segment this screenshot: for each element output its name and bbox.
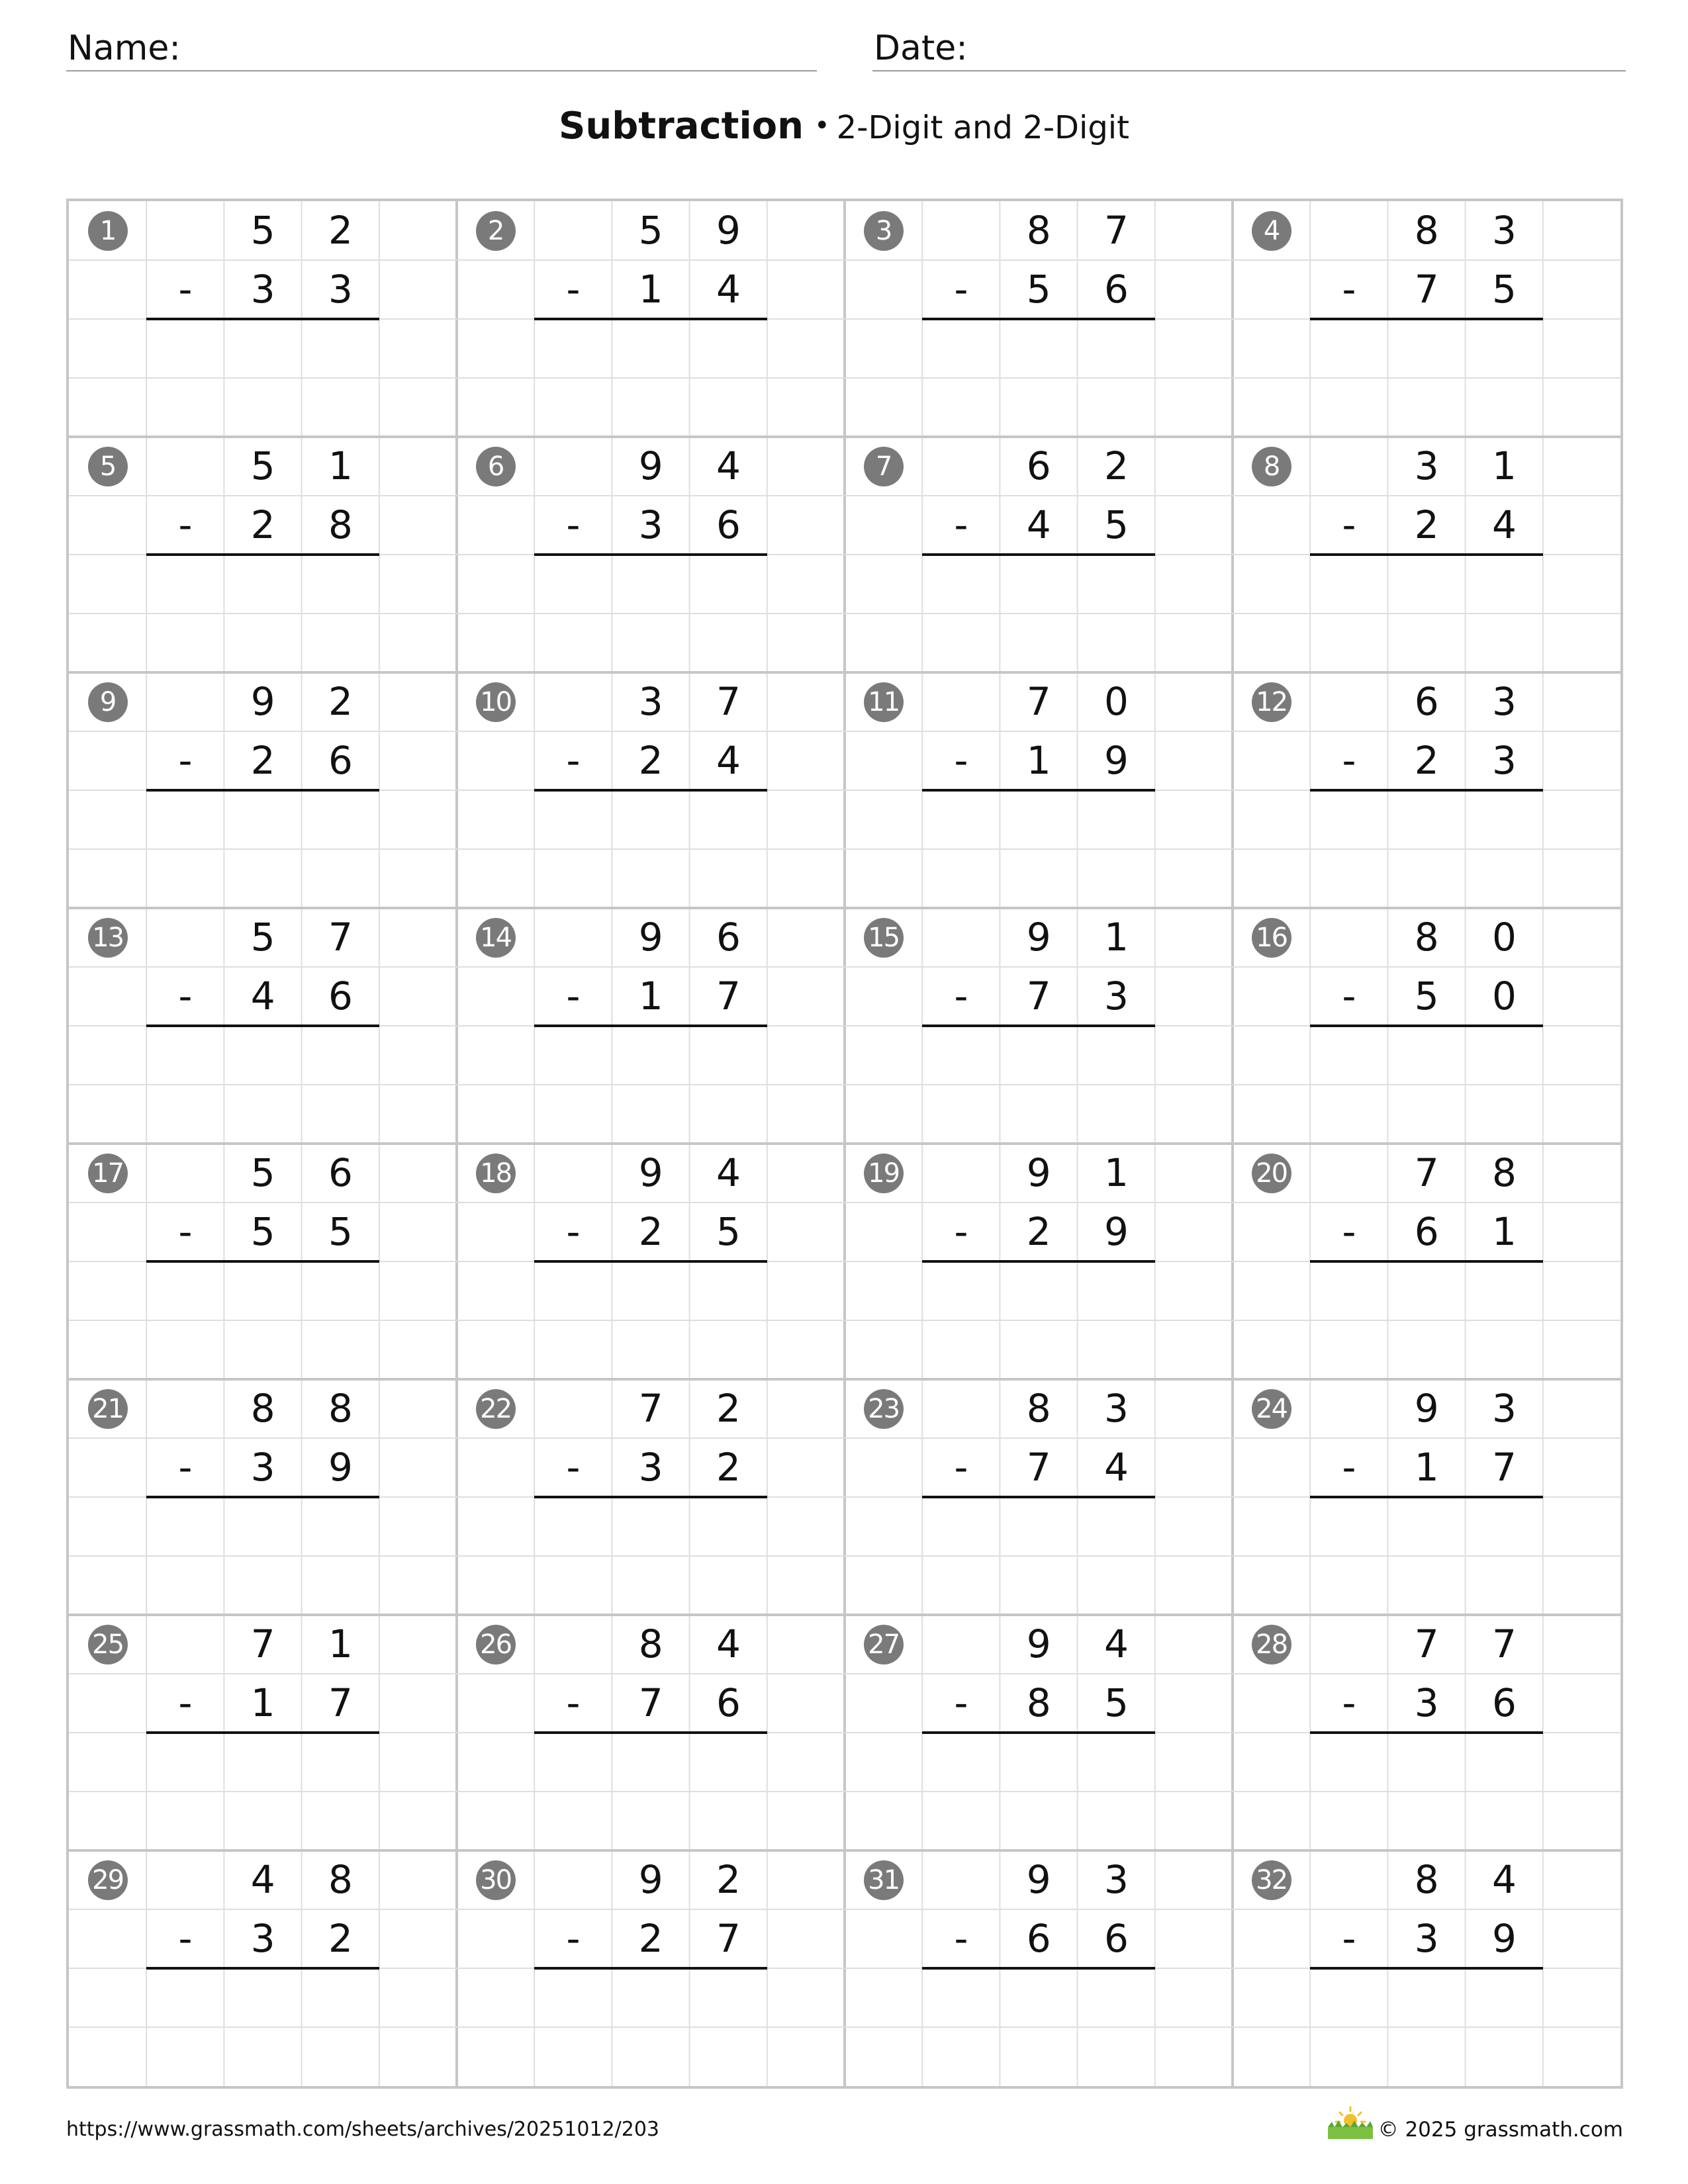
minuend-tens-digit: 9 xyxy=(1026,1621,1051,1666)
minus-sign: - xyxy=(1342,1445,1356,1490)
minuend-tens-digit: 6 xyxy=(1026,443,1051,488)
subtrahend-ones-digit: 1 xyxy=(1491,1209,1517,1254)
problem-number-badge: 28 xyxy=(1252,1625,1291,1664)
footer-copyright: © 2025 grassmath.com xyxy=(1378,2118,1623,2142)
name-label: Name: xyxy=(68,28,181,68)
minuend-tens-digit: 7 xyxy=(1414,1621,1439,1666)
minuend-ones-digit: 7 xyxy=(328,915,353,960)
answer-area[interactable] xyxy=(922,1733,1155,1792)
minuend-tens-digit: 5 xyxy=(250,443,275,488)
answer-area[interactable] xyxy=(146,1026,379,1085)
subtrahend-ones-digit: 3 xyxy=(1491,738,1517,783)
problem-12 xyxy=(1233,672,1620,908)
problem-number-badge: 26 xyxy=(476,1625,516,1664)
answer-area[interactable] xyxy=(922,1968,1155,2027)
minus-sign: - xyxy=(1342,1680,1356,1725)
subtrahend-ones-digit: 6 xyxy=(716,502,741,547)
subtrahend-tens-digit: 3 xyxy=(638,502,663,547)
subtrahend-ones-digit: 6 xyxy=(1103,267,1129,312)
subtrahend-tens-digit: 2 xyxy=(638,738,663,783)
date-field[interactable] xyxy=(872,24,1626,71)
answer-area[interactable] xyxy=(1310,555,1543,614)
subtrahend-tens-digit: 8 xyxy=(1026,1680,1051,1725)
answer-area[interactable] xyxy=(146,1733,379,1792)
title-separator: • xyxy=(814,111,830,141)
minuend-ones-digit: 8 xyxy=(1491,1150,1517,1195)
minus-sign: - xyxy=(178,738,193,783)
subtrahend-tens-digit: 3 xyxy=(1414,1916,1439,1961)
problem-number-badge: 3 xyxy=(864,211,904,251)
minus-sign: - xyxy=(1342,267,1356,312)
problem-number-badge: 30 xyxy=(476,1860,516,1900)
worksheet-title xyxy=(0,105,1688,148)
problem-number-badge: 17 xyxy=(88,1154,128,1193)
subtrahend-ones-digit: 5 xyxy=(328,1209,353,1254)
minuend-ones-digit: 1 xyxy=(328,443,353,488)
problem-number-badge: 15 xyxy=(864,918,904,958)
minus-sign: - xyxy=(1342,974,1356,1019)
problem-17 xyxy=(69,1144,457,1379)
problem-32 xyxy=(1233,1850,1620,2086)
minuend-tens-digit: 3 xyxy=(1414,443,1439,488)
minuend-ones-digit: 7 xyxy=(716,679,741,724)
problem-2 xyxy=(457,201,845,437)
answer-area[interactable] xyxy=(534,1733,767,1792)
footer-url: https://www.grassmath.com/sheets/archives/20251012/203 xyxy=(66,2118,660,2141)
answer-area[interactable] xyxy=(922,319,1155,378)
minus-sign: - xyxy=(954,1445,968,1490)
problem-number-badge: 7 xyxy=(864,447,904,486)
problem-10 xyxy=(457,672,845,908)
minuend-ones-digit: 2 xyxy=(716,1386,741,1431)
minuend-ones-digit: 7 xyxy=(1491,1621,1517,1666)
problem-grid xyxy=(66,199,1623,2089)
answer-area[interactable] xyxy=(1310,1733,1543,1792)
subtrahend-tens-digit: 2 xyxy=(1414,502,1439,547)
problem-21 xyxy=(69,1379,457,1615)
subtrahend-tens-digit: 4 xyxy=(250,974,275,1019)
minuend-ones-digit: 3 xyxy=(1491,1386,1517,1431)
problem-number-badge: 32 xyxy=(1252,1860,1291,1900)
minus-sign: - xyxy=(178,502,193,547)
minus-sign: - xyxy=(178,974,193,1019)
subtrahend-tens-digit: 2 xyxy=(250,738,275,783)
answer-area[interactable] xyxy=(146,1968,379,2027)
date-label: Date: xyxy=(874,28,968,68)
answer-area[interactable] xyxy=(534,1261,767,1320)
subtrahend-ones-digit: 5 xyxy=(1491,267,1517,312)
subtrahend-tens-digit: 5 xyxy=(250,1209,275,1254)
subtrahend-tens-digit: 7 xyxy=(638,1680,663,1725)
subtrahend-tens-digit: 6 xyxy=(1026,1916,1051,1961)
problem-6 xyxy=(457,437,845,672)
minuend-ones-digit: 8 xyxy=(328,1857,353,1902)
problem-number-badge: 8 xyxy=(1252,447,1291,486)
answer-area[interactable] xyxy=(534,555,767,614)
problem-number-badge: 29 xyxy=(88,1860,128,1900)
answer-area[interactable] xyxy=(146,790,379,849)
problem-number-badge: 25 xyxy=(88,1625,128,1664)
subtrahend-ones-digit: 5 xyxy=(1103,502,1129,547)
problem-number-badge: 4 xyxy=(1252,211,1291,251)
subtrahend-ones-digit: 0 xyxy=(1491,974,1517,1019)
minuend-tens-digit: 9 xyxy=(638,443,663,488)
answer-area[interactable] xyxy=(1310,1026,1543,1085)
minus-sign: - xyxy=(954,267,968,312)
minuend-ones-digit: 7 xyxy=(1103,208,1129,253)
subtrahend-ones-digit: 6 xyxy=(328,738,353,783)
problem-8 xyxy=(1233,437,1620,672)
subtrahend-tens-digit: 5 xyxy=(1026,267,1051,312)
minus-sign: - xyxy=(954,1209,968,1254)
subtrahend-ones-digit: 9 xyxy=(328,1445,353,1490)
minuend-ones-digit: 3 xyxy=(1103,1386,1129,1431)
subtrahend-ones-digit: 7 xyxy=(716,1916,741,1961)
subtrahend-tens-digit: 2 xyxy=(638,1209,663,1254)
answer-area[interactable] xyxy=(146,555,379,614)
minus-sign: - xyxy=(178,1916,193,1961)
minuend-ones-digit: 1 xyxy=(328,1621,353,1666)
problem-number-badge: 19 xyxy=(864,1154,904,1193)
minuend-tens-digit: 8 xyxy=(638,1621,663,1666)
subtrahend-tens-digit: 2 xyxy=(250,502,275,547)
minus-sign: - xyxy=(1342,1916,1356,1961)
problem-3 xyxy=(845,201,1233,437)
minuend-ones-digit: 8 xyxy=(328,1386,353,1431)
minus-sign: - xyxy=(566,1209,581,1254)
answer-area[interactable] xyxy=(922,1261,1155,1320)
problem-number-badge: 1 xyxy=(88,211,128,251)
minuend-ones-digit: 6 xyxy=(328,1150,353,1195)
subtrahend-ones-digit: 2 xyxy=(328,1916,353,1961)
answer-area[interactable] xyxy=(146,1497,379,1556)
minuend-ones-digit: 4 xyxy=(1103,1621,1129,1666)
minuend-tens-digit: 9 xyxy=(638,1857,663,1902)
answer-area[interactable] xyxy=(534,319,767,378)
title-main: Subtraction xyxy=(559,105,804,148)
minus-sign: - xyxy=(566,1916,581,1961)
minuend-ones-digit: 3 xyxy=(1103,1857,1129,1902)
subtrahend-ones-digit: 9 xyxy=(1103,1209,1129,1254)
problem-27 xyxy=(845,1615,1233,1850)
minus-sign: - xyxy=(566,1445,581,1490)
subtrahend-ones-digit: 5 xyxy=(1103,1680,1129,1725)
minuend-ones-digit: 4 xyxy=(716,1621,741,1666)
problem-4 xyxy=(1233,201,1620,437)
subtrahend-ones-digit: 5 xyxy=(716,1209,741,1254)
subtrahend-ones-digit: 7 xyxy=(328,1680,353,1725)
grass-sun-logo-icon xyxy=(1325,2105,1376,2142)
subtrahend-tens-digit: 5 xyxy=(1414,974,1439,1019)
problem-28 xyxy=(1233,1615,1620,1850)
answer-area[interactable] xyxy=(922,1497,1155,1556)
answer-area[interactable] xyxy=(1310,1261,1543,1320)
minuend-ones-digit: 3 xyxy=(1491,208,1517,253)
subtrahend-tens-digit: 7 xyxy=(1026,1445,1051,1490)
minuend-tens-digit: 5 xyxy=(250,208,275,253)
minuend-ones-digit: 0 xyxy=(1491,915,1517,960)
problem-19 xyxy=(845,1144,1233,1379)
problem-23 xyxy=(845,1379,1233,1615)
problem-9 xyxy=(69,672,457,908)
problem-number-badge: 12 xyxy=(1252,682,1291,722)
subtrahend-ones-digit: 9 xyxy=(1103,738,1129,783)
problem-number-badge: 9 xyxy=(88,682,128,722)
problem-16 xyxy=(1233,908,1620,1144)
problem-30 xyxy=(457,1850,845,2086)
minus-sign: - xyxy=(178,1445,193,1490)
subtrahend-ones-digit: 4 xyxy=(716,738,741,783)
minus-sign: - xyxy=(566,502,581,547)
subtrahend-tens-digit: 1 xyxy=(1026,738,1051,783)
subtrahend-ones-digit: 7 xyxy=(716,974,741,1019)
minuend-ones-digit: 4 xyxy=(716,443,741,488)
problem-number-badge: 21 xyxy=(88,1389,128,1429)
minus-sign: - xyxy=(566,738,581,783)
minuend-tens-digit: 9 xyxy=(1414,1386,1439,1431)
subtrahend-tens-digit: 7 xyxy=(1026,974,1051,1019)
answer-area[interactable] xyxy=(534,1026,767,1085)
minuend-tens-digit: 7 xyxy=(1026,679,1051,724)
problem-number-badge: 31 xyxy=(864,1860,904,1900)
problem-number-badge: 27 xyxy=(864,1625,904,1664)
subtrahend-tens-digit: 2 xyxy=(1026,1209,1051,1254)
minuend-ones-digit: 3 xyxy=(1491,679,1517,724)
minuend-tens-digit: 8 xyxy=(1026,1386,1051,1431)
answer-area[interactable] xyxy=(1310,319,1543,378)
problem-18 xyxy=(457,1144,845,1379)
subtrahend-tens-digit: 3 xyxy=(250,1916,275,1961)
answer-area[interactable] xyxy=(922,1026,1155,1085)
minuend-ones-digit: 1 xyxy=(1103,915,1129,960)
minus-sign: - xyxy=(954,974,968,1019)
problem-number-badge: 11 xyxy=(864,682,904,722)
subtrahend-ones-digit: 6 xyxy=(716,1680,741,1725)
minuend-tens-digit: 9 xyxy=(638,915,663,960)
answer-area[interactable] xyxy=(146,319,379,378)
subtrahend-tens-digit: 1 xyxy=(250,1680,275,1725)
subtrahend-tens-digit: 3 xyxy=(250,1445,275,1490)
minuend-ones-digit: 2 xyxy=(328,679,353,724)
minuend-tens-digit: 9 xyxy=(1026,915,1051,960)
problem-5 xyxy=(69,437,457,672)
minus-sign: - xyxy=(178,267,193,312)
minus-sign: - xyxy=(954,738,968,783)
subtrahend-tens-digit: 2 xyxy=(638,1916,663,1961)
minus-sign: - xyxy=(566,267,581,312)
minus-sign: - xyxy=(566,974,581,1019)
subtrahend-ones-digit: 3 xyxy=(1103,974,1129,1019)
minuend-tens-digit: 7 xyxy=(250,1621,275,1666)
minuend-tens-digit: 7 xyxy=(638,1386,663,1431)
answer-area[interactable] xyxy=(1310,1497,1543,1556)
problem-number-badge: 14 xyxy=(476,918,516,958)
minus-sign: - xyxy=(1342,1209,1356,1254)
problem-number-badge: 20 xyxy=(1252,1154,1291,1193)
minus-sign: - xyxy=(178,1680,193,1725)
minuend-ones-digit: 6 xyxy=(716,915,741,960)
minus-sign: - xyxy=(954,1680,968,1725)
problem-15 xyxy=(845,908,1233,1144)
subtrahend-tens-digit: 1 xyxy=(638,267,663,312)
answer-area[interactable] xyxy=(146,1261,379,1320)
subtrahend-tens-digit: 4 xyxy=(1026,502,1051,547)
minuend-tens-digit: 5 xyxy=(638,208,663,253)
minus-sign: - xyxy=(954,1916,968,1961)
subtrahend-ones-digit: 2 xyxy=(716,1445,741,1490)
name-field[interactable] xyxy=(66,24,817,71)
answer-area[interactable] xyxy=(922,790,1155,849)
problem-1 xyxy=(69,201,457,437)
minus-sign: - xyxy=(1342,502,1356,547)
minuend-tens-digit: 9 xyxy=(638,1150,663,1195)
answer-area[interactable] xyxy=(534,790,767,849)
minuend-tens-digit: 8 xyxy=(1414,1857,1439,1902)
minuend-tens-digit: 6 xyxy=(1414,679,1439,724)
minuend-ones-digit: 4 xyxy=(1491,1857,1517,1902)
minuend-tens-digit: 5 xyxy=(250,1150,275,1195)
problem-number-badge: 18 xyxy=(476,1154,516,1193)
subtrahend-ones-digit: 8 xyxy=(328,502,353,547)
answer-area[interactable] xyxy=(534,1497,767,1556)
subtrahend-ones-digit: 9 xyxy=(1491,1916,1517,1961)
problem-20 xyxy=(1233,1144,1620,1379)
problem-number-badge: 2 xyxy=(476,211,516,251)
subtrahend-tens-digit: 6 xyxy=(1414,1209,1439,1254)
problem-number-badge: 16 xyxy=(1252,918,1291,958)
title-subtitle: 2-Digit and 2-Digit xyxy=(836,109,1129,146)
minuend-ones-digit: 4 xyxy=(716,1150,741,1195)
subtrahend-ones-digit: 6 xyxy=(1491,1680,1517,1725)
subtrahend-tens-digit: 3 xyxy=(1414,1680,1439,1725)
subtrahend-ones-digit: 3 xyxy=(328,267,353,312)
problem-number-badge: 6 xyxy=(476,447,516,486)
minuend-ones-digit: 9 xyxy=(716,208,741,253)
subtrahend-tens-digit: 3 xyxy=(250,267,275,312)
minuend-tens-digit: 4 xyxy=(250,1857,275,1902)
problem-25 xyxy=(69,1615,457,1850)
problem-number-badge: 5 xyxy=(88,447,128,486)
minus-sign: - xyxy=(954,502,968,547)
problem-number-badge: 13 xyxy=(88,918,128,958)
answer-area[interactable] xyxy=(1310,1968,1543,2027)
problem-26 xyxy=(457,1615,845,1850)
subtrahend-ones-digit: 4 xyxy=(716,267,741,312)
problem-22 xyxy=(457,1379,845,1615)
subtrahend-tens-digit: 2 xyxy=(1414,738,1439,783)
answer-area[interactable] xyxy=(922,555,1155,614)
problem-24 xyxy=(1233,1379,1620,1615)
minus-sign: - xyxy=(178,1209,193,1254)
answer-area[interactable] xyxy=(534,1968,767,2027)
minuend-tens-digit: 9 xyxy=(250,679,275,724)
minuend-tens-digit: 8 xyxy=(1414,915,1439,960)
minus-sign: - xyxy=(566,1680,581,1725)
subtrahend-tens-digit: 3 xyxy=(638,1445,663,1490)
minuend-tens-digit: 9 xyxy=(1026,1150,1051,1195)
minuend-ones-digit: 2 xyxy=(716,1857,741,1902)
subtrahend-ones-digit: 6 xyxy=(1103,1916,1129,1961)
minuend-tens-digit: 7 xyxy=(1414,1150,1439,1195)
minuend-tens-digit: 9 xyxy=(1026,1857,1051,1902)
minuend-tens-digit: 8 xyxy=(1026,208,1051,253)
problem-number-badge: 22 xyxy=(476,1389,516,1429)
problem-number-badge: 10 xyxy=(476,682,516,722)
problem-number-badge: 24 xyxy=(1252,1389,1291,1429)
minuend-tens-digit: 3 xyxy=(638,679,663,724)
subtrahend-tens-digit: 1 xyxy=(1414,1445,1439,1490)
subtrahend-tens-digit: 1 xyxy=(638,974,663,1019)
problem-number-badge: 23 xyxy=(864,1389,904,1429)
minuend-ones-digit: 2 xyxy=(1103,443,1129,488)
subtrahend-tens-digit: 7 xyxy=(1414,267,1439,312)
minuend-tens-digit: 8 xyxy=(1414,208,1439,253)
problem-7 xyxy=(845,437,1233,672)
minuend-ones-digit: 0 xyxy=(1103,679,1129,724)
problem-31 xyxy=(845,1850,1233,2086)
problem-13 xyxy=(69,908,457,1144)
minuend-tens-digit: 8 xyxy=(250,1386,275,1431)
subtrahend-ones-digit: 4 xyxy=(1103,1445,1129,1490)
answer-area[interactable] xyxy=(1310,790,1543,849)
minus-sign: - xyxy=(1342,738,1356,783)
problem-29 xyxy=(69,1850,457,2086)
minuend-tens-digit: 5 xyxy=(250,915,275,960)
minuend-ones-digit: 1 xyxy=(1103,1150,1129,1195)
subtrahend-ones-digit: 7 xyxy=(1491,1445,1517,1490)
subtrahend-ones-digit: 6 xyxy=(328,974,353,1019)
problem-14 xyxy=(457,908,845,1144)
problem-11 xyxy=(845,672,1233,908)
minuend-ones-digit: 2 xyxy=(328,208,353,253)
subtrahend-ones-digit: 4 xyxy=(1491,502,1517,547)
minuend-ones-digit: 1 xyxy=(1491,443,1517,488)
